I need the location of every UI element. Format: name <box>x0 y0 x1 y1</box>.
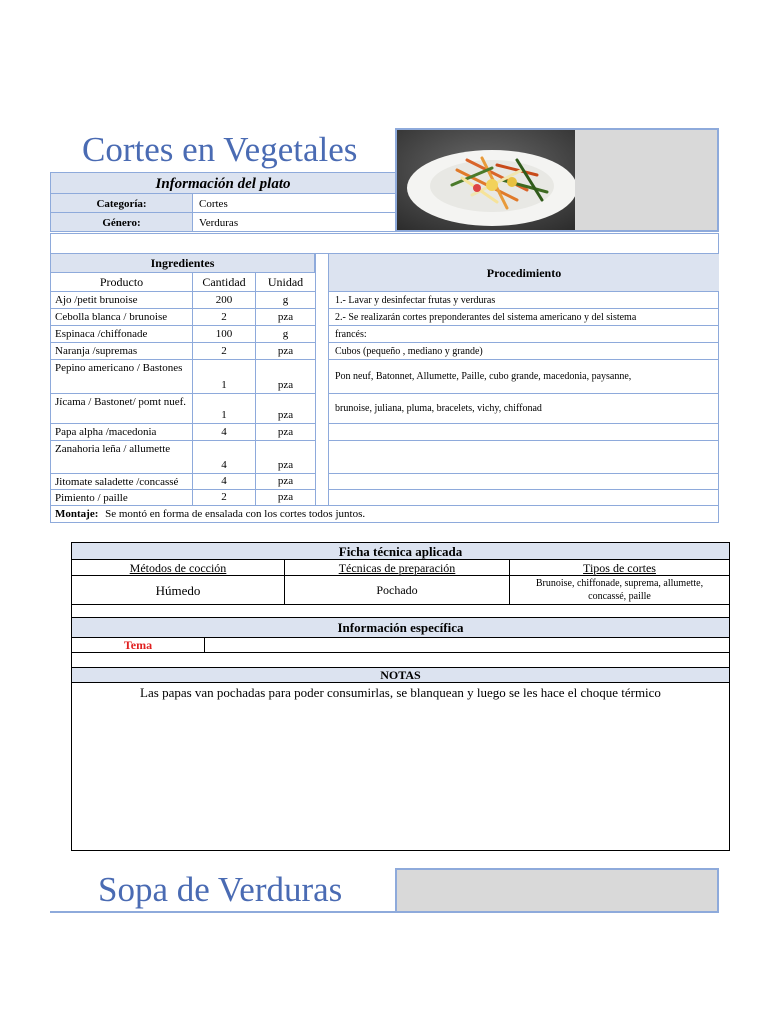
ingredient-name: Cebolla blanca / brunoise <box>51 309 193 326</box>
ficha-spacer-2 <box>72 653 729 668</box>
ingredient-quantity: 200 <box>193 292 256 309</box>
ingredient-unit: pza <box>256 424 316 441</box>
col-producto: Producto <box>51 273 193 292</box>
col-unidad: Unidad <box>256 273 316 292</box>
notas-text: Las papas van pochadas para poder consumirlas, se blanquean y luego se les hace el choque térmico <box>140 685 661 700</box>
procedure-line: francés: <box>328 326 719 343</box>
ingredient-name: Naranja /supremas <box>51 343 193 360</box>
procedure-line <box>328 424 719 441</box>
procedure-line: Cubos (pequeño , mediano y grande) <box>328 343 719 360</box>
ingredient-unit: pza <box>256 343 316 360</box>
ficha-tecnica-table <box>71 542 730 851</box>
col-tecnicas: Técnicas de preparación <box>285 560 510 576</box>
col-tipos: Tipos de cortes <box>510 560 729 576</box>
ingredient-quantity: 2 <box>193 309 256 326</box>
spacer-row <box>50 233 719 254</box>
tema-value <box>205 638 729 653</box>
ingredient-quantity: 1 <box>193 360 256 394</box>
col-cantidad: Cantidad <box>193 273 256 292</box>
info-header: Información del plato <box>50 172 396 194</box>
procedimiento-header: Procedimiento <box>328 254 719 292</box>
notas-header: NOTAS <box>72 668 729 683</box>
procedure-line <box>328 474 719 490</box>
ingredient-unit: pza <box>256 441 316 474</box>
ingredient-unit: pza <box>256 474 316 490</box>
ingredient-quantity: 2 <box>193 343 256 360</box>
categoria-label: Categoría: <box>50 193 193 213</box>
ingredient-quantity: 4 <box>193 474 256 490</box>
ingredient-unit: pza <box>256 394 316 424</box>
ingredient-quantity: 4 <box>193 441 256 474</box>
procedure-line <box>328 490 719 506</box>
val-tipos: Brunoise, chiffonade, suprema, allumette, concassé, paille <box>510 576 729 605</box>
ingredient-unit: pza <box>256 490 316 506</box>
salad-plate-image <box>397 130 575 230</box>
dish-info-table <box>50 172 396 233</box>
procedure-line: brunoise, juliana, pluma, bracelets, vichy, chiffonad <box>328 394 719 424</box>
ficha-header: Ficha técnica aplicada <box>72 543 729 560</box>
ingredient-quantity: 100 <box>193 326 256 343</box>
ingredient-quantity: 2 <box>193 490 256 506</box>
procedure-line: 2.- Se realizarán cortes preponderantes del sistema americano y del sistema <box>328 309 719 326</box>
montaje-row <box>51 505 719 523</box>
ingredient-quantity: 1 <box>193 394 256 424</box>
montaje-label: Montaje: <box>55 508 99 520</box>
title-underline <box>50 911 396 913</box>
info-especifica-header: Información específica <box>72 618 729 638</box>
recipe2-photo-placeholder <box>395 868 719 913</box>
ingredientes-header: Ingredientes <box>51 254 315 273</box>
ingredient-name: Espinaca /chiffonade <box>51 326 193 343</box>
procedure-line: Pon neuf, Batonnet, Allumette, Paille, cubo grande, macedonia, paysanne, <box>328 360 719 394</box>
ingredient-name: Pepino americano / Bastones <box>51 360 193 394</box>
categoria-value: Cortes <box>192 193 396 213</box>
ingredient-unit: g <box>256 326 316 343</box>
col-metodos: Métodos de cocción <box>72 560 285 576</box>
ingredient-name: Pimiento / paille <box>51 490 193 506</box>
dish-photo <box>397 130 575 230</box>
recipe-title: Cortes en Vegetales <box>82 130 358 169</box>
dish-photo-frame <box>395 128 719 232</box>
ingredient-name: Jitomate saladette /concassé <box>51 474 193 490</box>
val-tecnicas: Pochado <box>285 576 510 605</box>
tema-label: Tema <box>72 638 205 653</box>
ingredient-name: Jícama / Bastonet/ pomt nuef. <box>51 394 193 424</box>
montaje-text: Se montó en forma de ensalada con los cortes todos juntos. <box>105 508 366 520</box>
ingredient-unit: g <box>256 292 316 309</box>
ingredients-procedure-block <box>50 253 719 523</box>
genero-label: Género: <box>50 212 193 232</box>
procedure-line: 1.- Lavar y desinfectar frutas y verduras <box>328 292 719 309</box>
ingredient-name: Ajo /petit brunoise <box>51 292 193 309</box>
ingredient-name: Zanahoria leña / allumette <box>51 441 193 474</box>
ingredient-name: Papa alpha /macedonia <box>51 424 193 441</box>
val-metodos: Húmedo <box>72 576 285 605</box>
ficha-spacer <box>72 605 729 618</box>
genero-value: Verduras <box>192 212 396 232</box>
ingredient-unit: pza <box>256 309 316 326</box>
ingredient-unit: pza <box>256 360 316 394</box>
ingredient-quantity: 4 <box>193 424 256 441</box>
procedure-line <box>328 441 719 474</box>
recipe2-title: Sopa de Verduras <box>98 870 343 909</box>
